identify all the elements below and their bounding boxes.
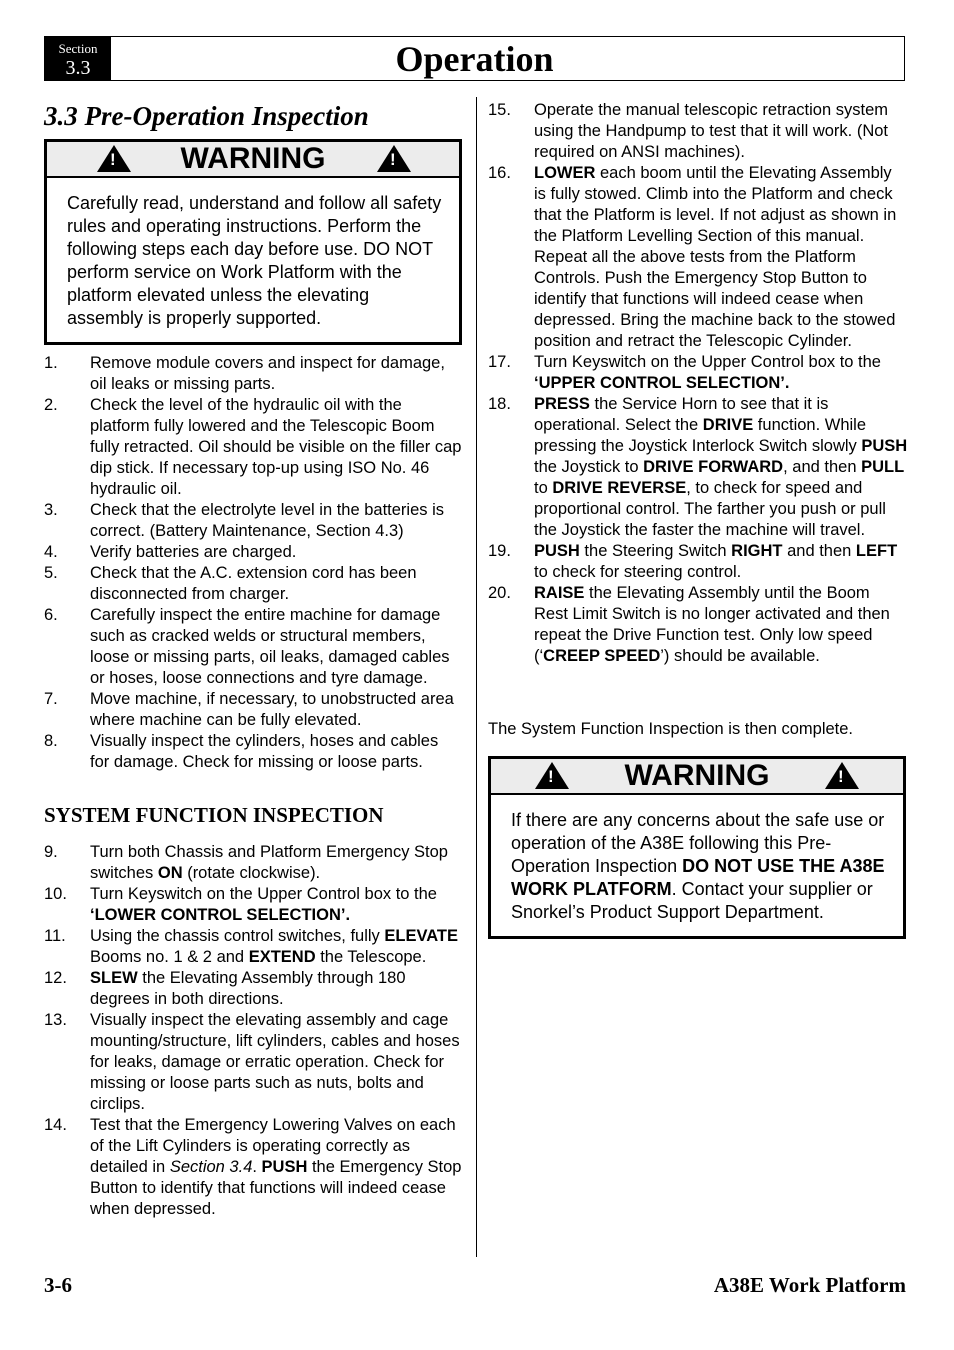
product-name: A38E Work Platform [713,1273,906,1297]
step-text: Check that the A.C. extension cord has been disconnected from charger. [90,564,417,603]
step-number: 3. [44,501,58,519]
step-number: 18. [488,395,511,413]
step-text: Turn Keyswitch on the Upper Control box to the ‘UPPER CONTROL SELECTION’. [534,353,881,392]
list-item [44,500,462,542]
warning-box-bottom [488,756,906,939]
list-item [488,394,908,541]
list-item [488,352,908,394]
warning-label: WARNING [180,142,326,175]
step-text: Verify batteries are charged. [90,543,297,561]
list-item [44,926,462,968]
list-item [44,542,462,563]
step-number: 6. [44,606,58,624]
step-number: 9. [44,843,58,861]
step-text: Check that the electrolyte level in the batteries is correct. (Battery Maintenance, Section 4.3) [90,501,445,540]
system-function-steps [44,842,462,1220]
page-title: Operation [395,39,554,79]
step-text: Turn both Chassis and Platform Emergency Stop switches ON (rotate clockwise). [90,843,448,882]
list-item [44,1010,462,1115]
list-item [44,395,462,500]
step-text: RAISE the Elevating Assembly until the Boom Rest Limit Switch is no longer activated and then repeat the Drive Function test. Only low speed (‘CREEP SPEED’) should be available. [534,584,890,665]
warning-box-top [44,139,462,345]
system-function-steps-continued [488,100,908,667]
warning-text: If there are any concerns about the safe use or operation of the A38E following this Pre-Operation Inspection DO NOT USE THE A38E WORK PLATFORM. Contact your supplier or Snorkel’s Product Support Department. [511,810,885,922]
list-item [488,100,908,163]
subheading: SYSTEM FUNCTION INSPECTION [44,803,384,827]
step-text: PUSH the Steering Switch RIGHT and then LEFT to check for steering control. [534,542,898,581]
column-divider [476,97,477,1257]
warning-header [491,759,903,795]
step-number: 15. [488,101,511,119]
step-number: 1. [44,354,58,372]
step-number: 2. [44,396,58,414]
step-text: Test that the Emergency Lowering Valves on each of the Lift Cylinders is operating correctly as detailed in Section 3.4. PUSH the Emergency Stop Button to identify that functions will indeed cease when depressed. [90,1116,462,1218]
warning-triangle-icon [535,762,569,789]
list-item [488,541,908,583]
step-number: 19. [488,542,511,560]
step-number: 4. [44,543,58,561]
step-text: Turn Keyswitch on the Upper Control box to the ‘LOWER CONTROL SELECTION’. [90,885,437,924]
step-text: SLEW the Elevating Assembly through 180 degrees in both directions. [90,969,406,1008]
list-item [44,842,462,884]
step-number: 10. [44,885,67,903]
page-header [44,36,905,81]
page-number: 3-6 [44,1273,72,1297]
step-text: Carefully inspect the entire machine for damage such as cracked welds or structural members, loose or missing parts, oil leaks, damaged cables or hoses, loose connections and tyre damage. [90,606,450,687]
list-item [44,968,462,1010]
step-number: 7. [44,690,58,708]
list-item [488,163,908,352]
warning-header [47,142,459,178]
completion-text: The System Function Inspection is then complete. [488,720,854,738]
step-number: 20. [488,584,511,602]
step-text: Check the level of the hydraulic oil with the platform fully lowered and the Telescopic Boom fully retracted. Oil should be visible on the filler cap dip stick. If necessary top-up using ISO No. 46 hydraulic oil. [90,396,462,498]
section-number: 3.3 [65,57,91,79]
step-number: 8. [44,732,58,750]
list-item [44,731,462,773]
left-column [44,97,462,1220]
list-item [44,1115,462,1220]
step-text: Remove module covers and inspect for damage, oil leaks or missing parts. [90,354,445,393]
step-number: 16. [488,164,511,182]
step-number: 5. [44,564,58,582]
step-number: 11. [44,927,66,945]
list-item [488,583,908,667]
inspection-steps [44,353,462,773]
list-item [44,605,462,689]
warning-label: WARNING [624,759,770,792]
warning-triangle-icon [825,762,859,789]
step-text: Using the chassis control switches, fully ELEVATE Booms no. 1 & 2 and EXTEND the Telescope. [90,927,459,966]
right-column [488,100,908,939]
section-label: Section [58,41,98,56]
step-text: Move machine, if necessary, to unobstructed area where machine can be fully elevated. [90,690,454,729]
step-number: 12. [44,969,67,987]
warning-triangle-icon [97,145,131,172]
step-number: 14. [44,1116,67,1134]
warning-text: Carefully read, understand and follow all safety rules and operating instructions. Perform the following steps each day before use. DO NOT perform service on Work Platform with the platform elevated unless the elevating assembly is properly supported. [67,193,442,328]
step-number: 13. [44,1011,67,1029]
step-text: Visually inspect the cylinders, hoses and cables for damage. Check for missing or loose parts. [90,732,439,771]
list-item [44,689,462,731]
step-text: PRESS the Service Horn to see that it is operational. Select the DRIVE function. While pressing the Joystick Interlock Switch slowly PUSH the Joystick to DRIVE FORWARD, and then PULL to DRIVE REVERSE, to check for speed and proportional control. The farther you push or pull the Joystick the faster the machine will travel. [534,395,908,539]
list-item [44,563,462,605]
section-heading: 3.3 Pre-Operation Inspection [44,101,369,131]
warning-triangle-icon [377,145,411,172]
step-text: LOWER each boom until the Elevating Assembly is fully stowed. Climb into the Platform and check that the Platform is level. If not adjust as shown in the Platform Levelling Section of this manual. Repeat all the above tests from the Platform Controls. Push the Emergency Stop Button to identify that functions will indeed cease when depressed. Bring the machine back to the stowed position and retract the Telescopic Cylinder. [534,164,897,350]
step-number: 17. [488,353,511,371]
list-item [44,884,462,926]
step-text: Visually inspect the elevating assembly and cage mounting/structure, lift cylinders, cables and hoses for leaks, damage or erratic operation. Check for missing or loose parts such as nuts, bolts and circlips. [90,1011,460,1113]
step-text: Operate the manual telescopic retraction system using the Handpump to test that it will work. (Not required on ANSI machines). [534,101,889,161]
list-item [44,353,462,395]
